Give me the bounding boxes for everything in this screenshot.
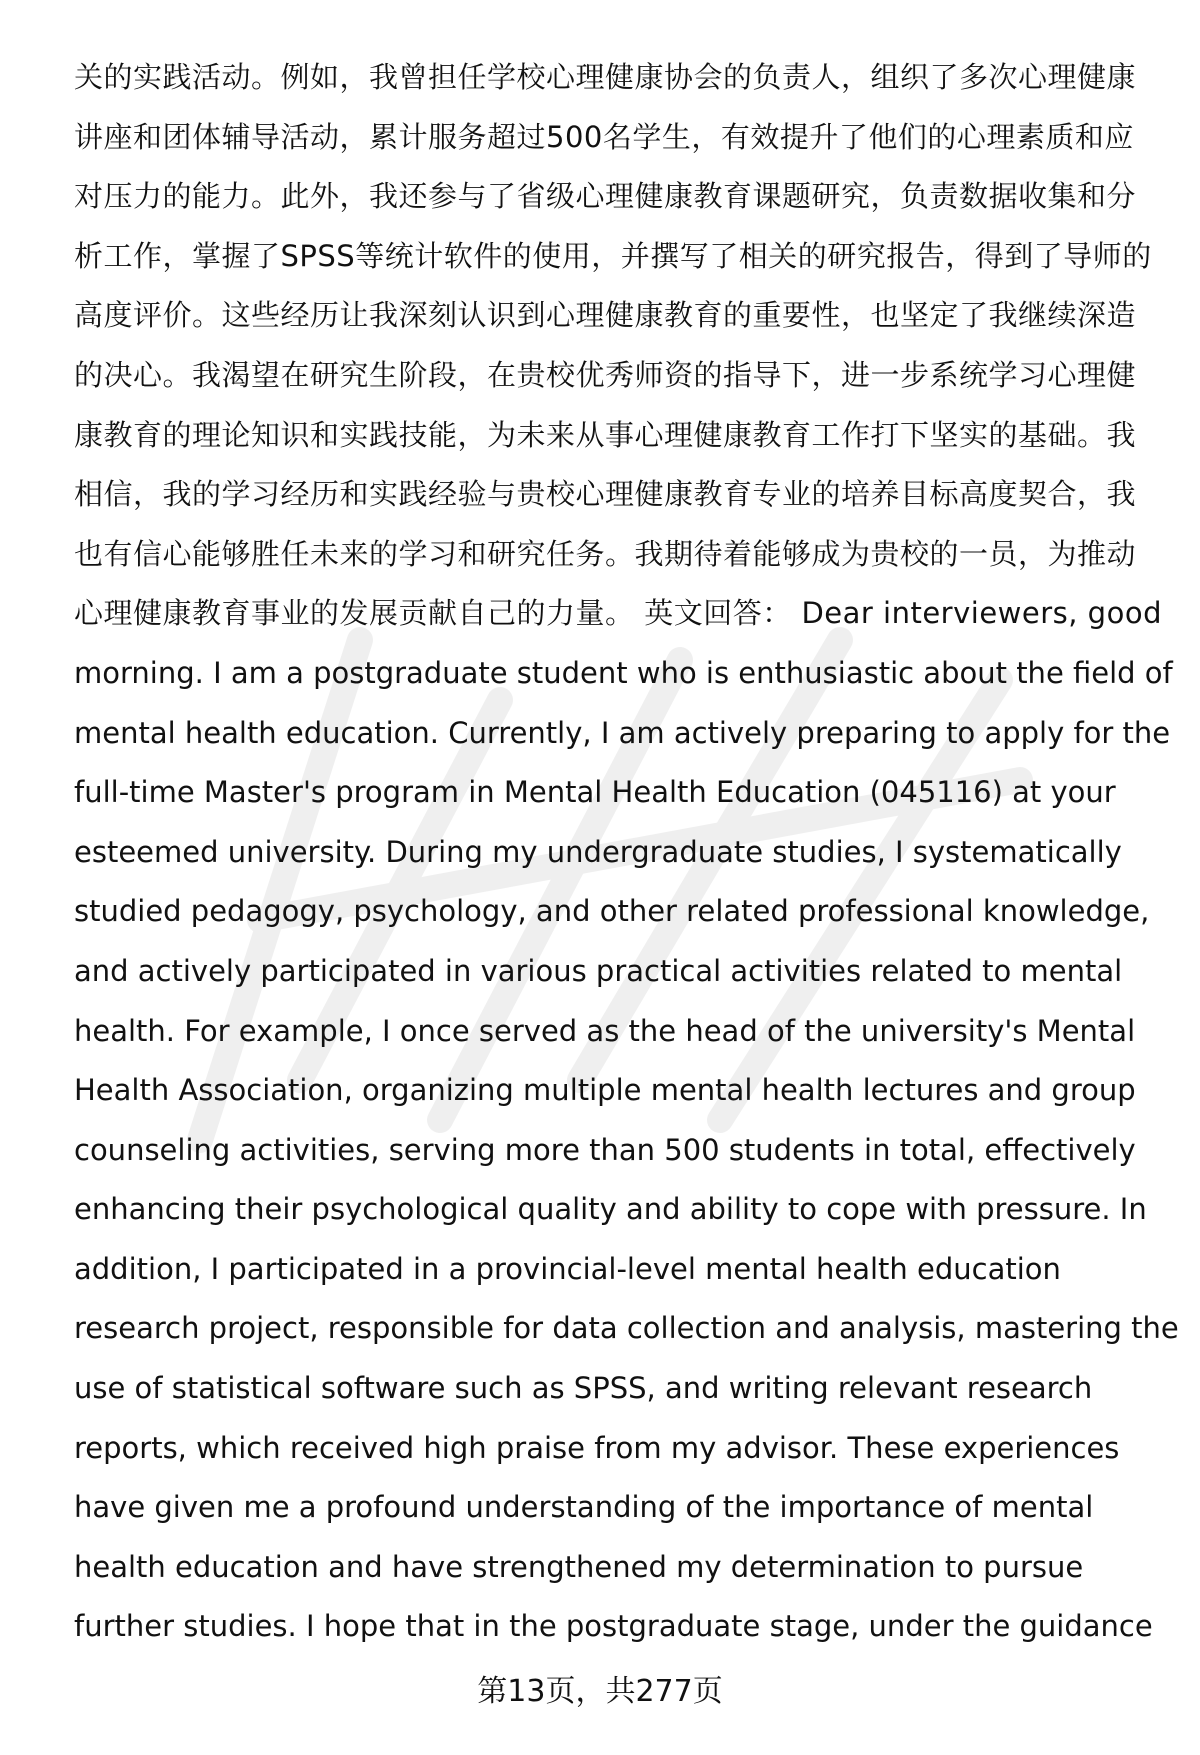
text-line: have given me a profound understanding of the importance of mental	[74, 1490, 1094, 1525]
text-line: 的决心。我渴望在研究生阶段，在贵校优秀师资的指导下，进一步系统学习心理健	[74, 357, 1137, 392]
text-line: full-time Master's program in Mental Health Education (045116) at your	[74, 775, 1116, 810]
text-line: health education and have strengthened my determination to pursue	[74, 1549, 1084, 1584]
text-line: 讲座和团体辅导活动，累计服务超过500名学生，有效提升了他们的心理素质和应	[74, 119, 1134, 154]
page-number: 第13页，共277页	[477, 1674, 723, 1709]
text-line: counseling activities, serving more than 500 students in total, effectively	[74, 1132, 1136, 1167]
document-body	[74, 48, 1179, 1657]
text-line: 高度评价。这些经历让我深刻认识到心理健康教育的重要性，也坚定了我继续深造	[74, 298, 1137, 333]
text-line: 也有信心能够胜任未来的学习和研究任务。我期待着能够成为贵校的一员，为推动	[74, 536, 1137, 571]
text-line: studied pedagogy, psychology, and other related professional knowledge,	[74, 894, 1150, 929]
text-line: reports, which received high praise from my advisor. These experiences	[74, 1430, 1120, 1465]
text-line: further studies. I hope that in the postgraduate stage, under the guidance	[74, 1609, 1153, 1644]
text-line: 对压力的能力。此外，我还参与了省级心理健康教育课题研究，负责数据收集和分	[74, 179, 1137, 214]
text-line: health. For example, I once served as the head of the university's Mental	[74, 1013, 1136, 1048]
text-line: 心理健康教育事业的发展贡献自己的力量。 英文回答： Dear interviewers, good	[74, 596, 1162, 631]
text-line: 析工作，掌握了SPSS等统计软件的使用，并撰写了相关的研究报告，得到了导师的	[74, 238, 1152, 273]
text-line: use of statistical software such as SPSS, and writing relevant research	[74, 1371, 1093, 1406]
text-line: morning. I am a postgraduate student who is enthusiastic about the field of	[74, 655, 1173, 690]
text-line: 关的实践活动。例如，我曾担任学校心理健康协会的负责人，组织了多次心理健康	[74, 60, 1137, 94]
text-line: mental health education. Currently, I am actively preparing to apply for the	[74, 715, 1171, 750]
text-line: addition, I participated in a provincial-level mental health education	[74, 1251, 1061, 1286]
text-line: Health Association, organizing multiple mental health lectures and group	[74, 1073, 1136, 1108]
text-line: and actively participated in various practical activities related to mental	[74, 953, 1123, 988]
text-line: research project, responsible for data collection and analysis, mastering the	[74, 1311, 1179, 1346]
text-line: 康教育的理论知识和实践技能，为未来从事心理健康教育工作打下坚实的基础。我	[74, 417, 1137, 452]
text-line: enhancing their psychological quality and ability to cope with pressure. In	[74, 1192, 1147, 1227]
text-line: esteemed university. During my undergraduate studies, I systematically	[74, 834, 1122, 869]
text-line: 相信，我的学习经历和实践经验与贵校心理健康教育专业的培养目标高度契合，我	[74, 477, 1137, 512]
